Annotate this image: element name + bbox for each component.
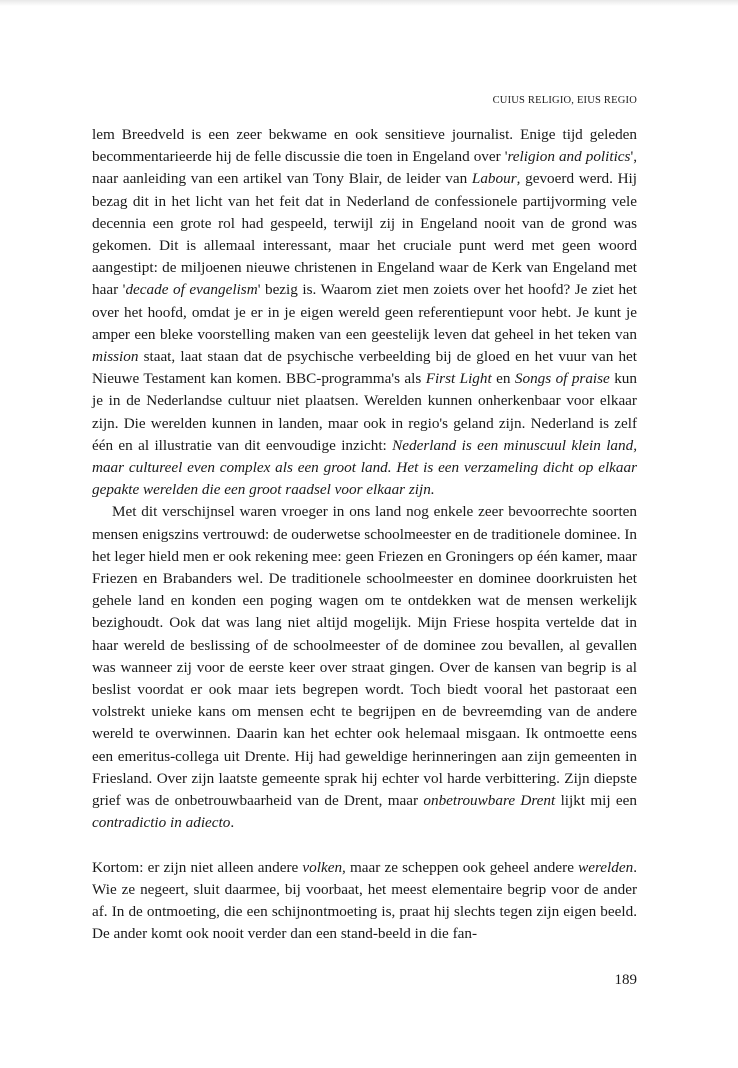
italic-phrase: onbetrouwbare Drent bbox=[423, 792, 556, 810]
scan-top-edge bbox=[0, 0, 738, 6]
italic-phrase: werelden bbox=[578, 858, 634, 876]
italic-phrase: contradictio in adiecto bbox=[92, 814, 231, 832]
italic-phrase: First Light bbox=[425, 370, 492, 388]
text-run: kun je in de Nederlandse cultuur niet plaatsen. Werelden kunnen onherkenbaar voor elkaar zijn. Die werelden kunnen in landen, maar ook in regio's geland zijn. Nederland is zelf één en al illustratie van dit eenvoudige inzicht: bbox=[92, 370, 637, 454]
page-number: 189 bbox=[614, 972, 637, 988]
running-head: CUIUS RELIGIO, EIUS REGIO bbox=[492, 95, 637, 106]
italic-phrase: religion and politics bbox=[507, 148, 631, 166]
text-run: . Wie ze negeert, sluit daarmee, bij voorbaat, het meest elementaire begrip voor de ander af. In de ontmoeting, die een schijnontmoeting is, praat hij slechts tegen zijn eigen beeld. De ander komt ook nooit verder dan een stand-beeld in die fan- bbox=[92, 858, 637, 943]
text-run: lem Breedveld is een zeer bekwame en ook sensitieve journalist. Enige tijd geleden becommentarieerde hij de felle discussie die toen in Engeland over ' bbox=[92, 126, 637, 166]
italic-phrase: Labour bbox=[471, 170, 517, 188]
text-run: staat, laat staan dat de psychische verbeelding bij de gloed en het vuur van het Nieuwe Testament kan komen. BBC-programma's als bbox=[92, 348, 637, 388]
paragraph-1 bbox=[92, 124, 637, 501]
italic-phrase: volken bbox=[302, 858, 343, 876]
italic-phrase: Songs of praise bbox=[514, 370, 610, 388]
text-run: ' bezig is. Waarom ziet men zoiets over het hoofd? Je ziet het over het hoofd, omdat je er in je eigen wereld geen referentiepunt voor hebt. Je kunt je amper een bleke voorstelling maken van een geestelijk leven dat geheel in het teken van bbox=[92, 281, 638, 343]
text-run: Met dit verschijnsel waren vroeger in ons land nog enkele zeer bevoorrechte soorten mensen enigszins vertrouwd: de ouderwetse schoolmeester en de traditionele dominee. In het leger hield men er ook rekening mee: geen Friezen en Groningers op één kamer, maar Friezen en Brabanders wel. De traditionele schoolmeester en dominee doorkruisten het gehele land en konden een poging wagen om te ontdekken wat de mensen werkelijk bezighoudt. Ook dat was lang niet altijd mogelijk. Mijn Friese hospita vertelde dat in haar wereld de beslissing of de schoolmeester of de dominee zou bevallen, al gevallen was wanneer zij voor de eerste keer over straat gingen. Over de kansen van begrip is al beslist voordat er ook maar iets begrepen wordt. Toch biedt vooral het pastoraat een volstrekt unieke kans om mensen echt te begrijpen en de bevreemding van de andere wereld te overwinnen. Daarin kan het echter ook helemaal misgaan. Ik ontmoette eens een emeritus-collega uit Drente. Hij had geweldige herinneringen aan zijn gemeenten in Friesland. Over zijn laatste gemeente sprak hij echter vol harde verbittering. Zijn diepste grief was de onbetrouwbaarheid van de Drent, maar bbox=[92, 503, 637, 810]
text-run: en bbox=[491, 370, 515, 388]
paragraph-3 bbox=[92, 857, 637, 946]
paragraph-2 bbox=[92, 501, 637, 834]
text-run: , maar ze scheppen ook geheel andere bbox=[342, 858, 579, 876]
italic-phrase: mission bbox=[92, 348, 139, 366]
italic-phrase: Nederland is een minuscuul klein land, maar cultureel even complex als een groot land. Het is een verzameling dicht op elkaar gepakte werelden die een groot raadsel voor elkaar zijn. bbox=[92, 436, 637, 499]
text-run: . bbox=[230, 814, 235, 832]
text-run: Kortom: er zijn niet alleen andere bbox=[92, 858, 303, 876]
text-run: , gevoerd werd. Hij bezag dit in het licht van het feit dat in Nederland de confessionele partijvorming vele decennia een grote rol had gespeeld, terwijl zij in Engeland nooit van de grond was gekomen. Dit is allemaal interessant, maar het cruciale punt werd met geen woord aangestipt: de miljoenen nieuwe christenen in Engeland waar de Kerk van Engeland met haar ' bbox=[92, 170, 637, 299]
text-run: lijkt mij een bbox=[555, 792, 637, 810]
italic-phrase: decade of evangelism bbox=[125, 281, 258, 299]
text-run: ', naar aanleiding van een artikel van Tony Blair, de leider van bbox=[92, 148, 637, 188]
body-text bbox=[92, 124, 637, 945]
